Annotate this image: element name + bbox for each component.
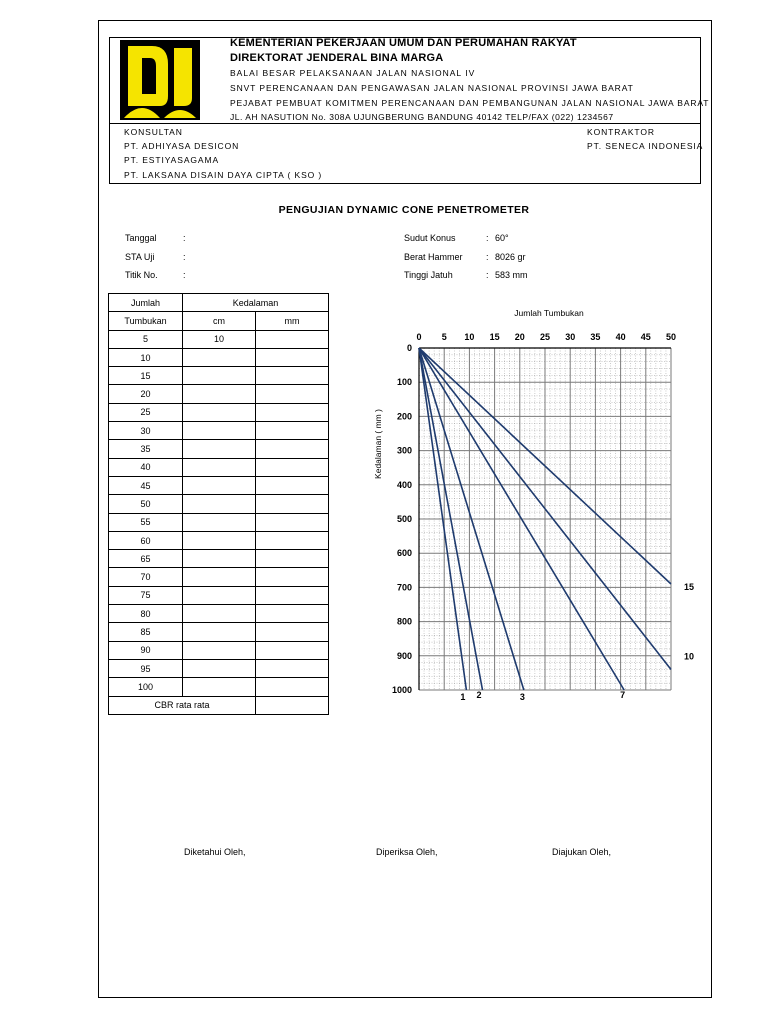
date-sep: : xyxy=(183,233,186,243)
header-cm: cm xyxy=(183,312,256,330)
consultant-2: PT. ESTIYASAGAMA xyxy=(124,155,220,165)
cell-blows: 15 xyxy=(109,367,183,385)
header-blows-2: Tumbukan xyxy=(109,312,183,330)
sta-sep: : xyxy=(183,252,186,262)
header-mm: mm xyxy=(256,312,329,330)
drop-height-label: Tinggi Jatuh xyxy=(404,270,453,280)
contractor-label: KONTRAKTOR xyxy=(587,127,655,137)
y-tick-label: 600 xyxy=(396,548,412,559)
y-tick-label: 400 xyxy=(396,479,412,490)
x-tick-label: 30 xyxy=(565,332,576,342)
x-tick-label: 45 xyxy=(640,332,651,342)
cell-blows: 25 xyxy=(109,403,183,421)
cone-angle-value: 60° xyxy=(495,233,509,243)
x-tick-label: 20 xyxy=(514,332,525,342)
consultant-3: PT. LAKSANA DISAIN DAYA CIPTA ( KSO ) xyxy=(124,170,323,180)
header-ppk: PEJABAT PEMBUAT KOMITMEN PERENCANAAN DAN PEMBANGUNAN JALAN NASIONAL JAWA BARAT xyxy=(230,98,710,108)
cell-blows: 95 xyxy=(109,659,183,677)
cell-blows: 90 xyxy=(109,641,183,659)
header-address: JL. AH NASUTION No. 308A UJUNGBERUNG BANDUNG 40142 TELP/FAX (022) 1234567 xyxy=(230,112,614,122)
cell-blows: 70 xyxy=(109,568,183,586)
y-tick-label: 800 xyxy=(396,616,412,627)
series-label-10: 10 xyxy=(684,651,695,662)
x-tick-label: 10 xyxy=(464,332,475,342)
form-title: PENGUJIAN DYNAMIC CONE PENETROMETER xyxy=(278,204,530,216)
header-unit: SNVT PERENCANAAN DAN PENGAWASAN JALAN NASIONAL PROVINSI JAWA BARAT xyxy=(230,83,634,93)
y-tick-label: 700 xyxy=(396,582,412,593)
x-tick-label: 0 xyxy=(416,332,422,342)
cell-cm: 10 xyxy=(183,330,256,348)
cell-blows: 65 xyxy=(109,550,183,568)
cell-blows: 75 xyxy=(109,586,183,604)
cell-blows: 85 xyxy=(109,623,183,641)
consultant-1: PT. ADHIYASA DESICON xyxy=(124,141,240,151)
y-tick-label: 200 xyxy=(396,411,412,422)
chart-title: Jumlah Tumbukan xyxy=(514,308,584,318)
sta-label: STA Uji xyxy=(125,252,155,262)
cone-angle-label: Sudut Konus xyxy=(404,233,456,243)
series-label-3: 3 xyxy=(519,692,525,702)
date-label: Tanggal xyxy=(125,233,157,243)
y-tick-label: 900 xyxy=(396,650,412,661)
cell-blows: 30 xyxy=(109,422,183,440)
x-tick-label: 40 xyxy=(615,332,626,342)
y-tick-label: 100 xyxy=(396,377,412,388)
series-label-1: 1 xyxy=(460,692,466,702)
cell-blows: 5 xyxy=(109,330,183,348)
hammer-weight-sep: : xyxy=(486,252,489,262)
signature-known: Diketahui Oleh, xyxy=(184,847,246,857)
x-tick-label: 50 xyxy=(665,332,677,342)
y-tick-label: 0 xyxy=(406,343,412,353)
header-depth: Kedalaman xyxy=(183,294,329,312)
cell-blows: 100 xyxy=(109,678,183,696)
cell-blows: 55 xyxy=(109,513,183,531)
point-sep: : xyxy=(183,270,186,280)
cell-blows: 80 xyxy=(109,605,183,623)
y-tick-label: 500 xyxy=(396,514,412,524)
hammer-weight-value: 8026 gr xyxy=(495,252,526,262)
header-directorate: DIREKTORAT JENDERAL BINA MARGA xyxy=(230,52,444,64)
hammer-weight-label: Berat Hammer xyxy=(404,252,463,262)
cell-blows: 40 xyxy=(109,458,183,476)
y-axis-label: Kedalaman ( mm ) xyxy=(373,409,383,479)
x-tick-label: 35 xyxy=(590,332,601,342)
cell-blows: 20 xyxy=(109,385,183,403)
series-label-15: 15 xyxy=(684,581,695,592)
header-ministry: KEMENTERIAN PEKERJAAN UMUM DAN PERUMAHAN RAKYAT xyxy=(230,37,577,49)
cell-blows: 35 xyxy=(109,440,183,458)
cell-blows: 10 xyxy=(109,348,183,366)
y-tick-label: 1000 xyxy=(391,685,412,695)
signature-checked: Diperiksa Oleh, xyxy=(376,847,438,857)
point-label: Titik No. xyxy=(125,270,158,280)
series-label-7: 7 xyxy=(620,690,626,700)
consultant-label: KONSULTAN xyxy=(124,127,183,137)
y-tick-label: 300 xyxy=(396,445,412,456)
x-tick-label: 25 xyxy=(539,332,551,342)
signature-submitted: Diajukan Oleh, xyxy=(552,847,612,857)
cell-blows: 50 xyxy=(109,495,183,513)
cbr-label: CBR rata rata xyxy=(109,696,256,714)
header-blows-1: Jumlah xyxy=(109,294,183,312)
cell-blows: 60 xyxy=(109,531,183,549)
cone-angle-sep: : xyxy=(486,233,489,243)
cell-blows: 45 xyxy=(109,476,183,494)
x-tick-label: 5 xyxy=(441,332,447,342)
series-label-2: 2 xyxy=(476,690,482,700)
x-tick-label: 15 xyxy=(489,332,500,342)
contractor-name: PT. SENECA INDONESIA xyxy=(587,141,704,151)
drop-height-sep: : xyxy=(486,270,489,280)
header-office: BALAI BESAR PELAKSANAAN JALAN NASIONAL IV xyxy=(230,68,476,78)
drop-height-value: 583 mm xyxy=(495,270,528,280)
